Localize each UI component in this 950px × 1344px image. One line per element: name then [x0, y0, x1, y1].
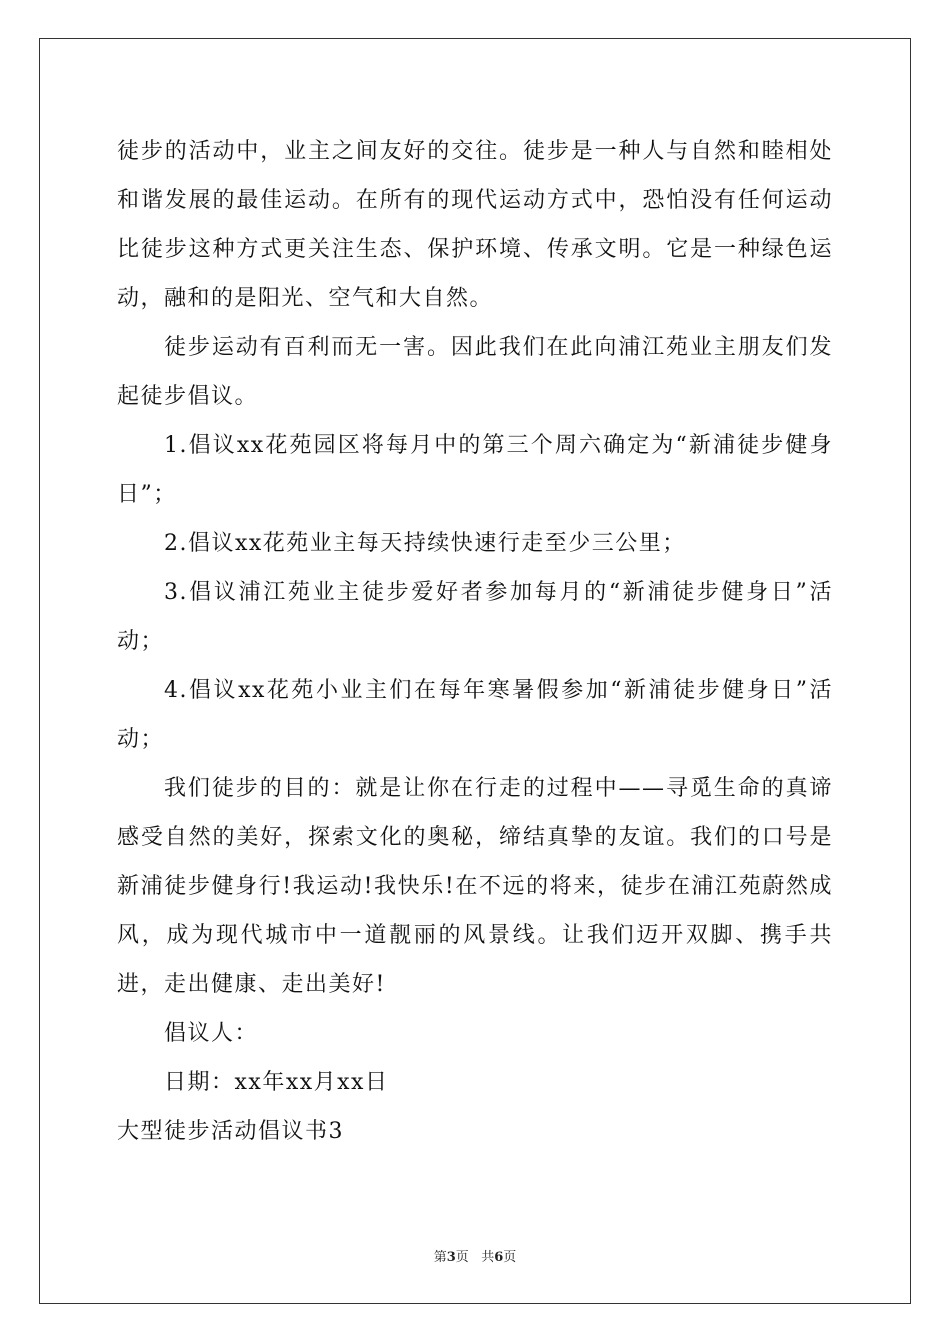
document-body [117, 127, 833, 1156]
proposal-item-4: 4.倡议xx花苑小业主们在每年寒暑假参加“新浦徒步健身日”活动； [117, 678, 833, 752]
paragraph-2: 徒步运动有百利而无一害。因此我们在此向浦江苑业主朋友们发起徒步倡议。 [117, 335, 833, 409]
footer-current-page: 3 [446, 1250, 456, 1265]
footer-page-unit: 页 [455, 1250, 469, 1265]
proposer-line: 倡议人： [164, 1021, 259, 1046]
proposal-item-2: 2.倡议xx花苑业主每天持续快速行走至少三公里； [164, 531, 686, 556]
section-title: 大型徒步活动倡议书3 [117, 1119, 344, 1144]
footer-total-unit: 页 [503, 1250, 517, 1265]
paragraph-1: 徒步的活动中，业主之间友好的交往。徒步是一种人与自然和睦相处和谐发展的最佳运动。在所有的现代运动方式中，恐怕没有任何运动比徒步这种方式更关注生态、保护环境、传承文明。它是一种绿色运动，融和的是阳光、空气和大自然。 [117, 139, 833, 311]
proposal-item-3: 3.倡议浦江苑业主徒步爱好者参加每月的“新浦徒步健身日”活动； [117, 580, 833, 654]
footer-total-prefix: 共 [481, 1250, 495, 1265]
footer-total-pages: 6 [494, 1250, 504, 1265]
date-line: 日期：xx年xx月xx日 [164, 1070, 389, 1095]
paragraph-purpose: 我们徒步的目的：就是让你在行走的过程中——寻觅生命的真谛感受自然的美好，探索文化的奥秘，缔结真挚的友谊。我们的口号是新浦徒步健身行!我运动!我快乐!在不远的将来，徒步在浦江苑蔚然成风，成为现代城市中一道靓丽的风景线。让我们迈开双脚、携手共进，走出健康、走出美好! [117, 776, 833, 997]
proposal-item-1: 1.倡议xx花苑园区将每月中的第三个周六确定为“新浦徒步健身日”； [117, 433, 833, 507]
page-footer [0, 1246, 950, 1265]
footer-prefix: 第 [433, 1250, 447, 1265]
